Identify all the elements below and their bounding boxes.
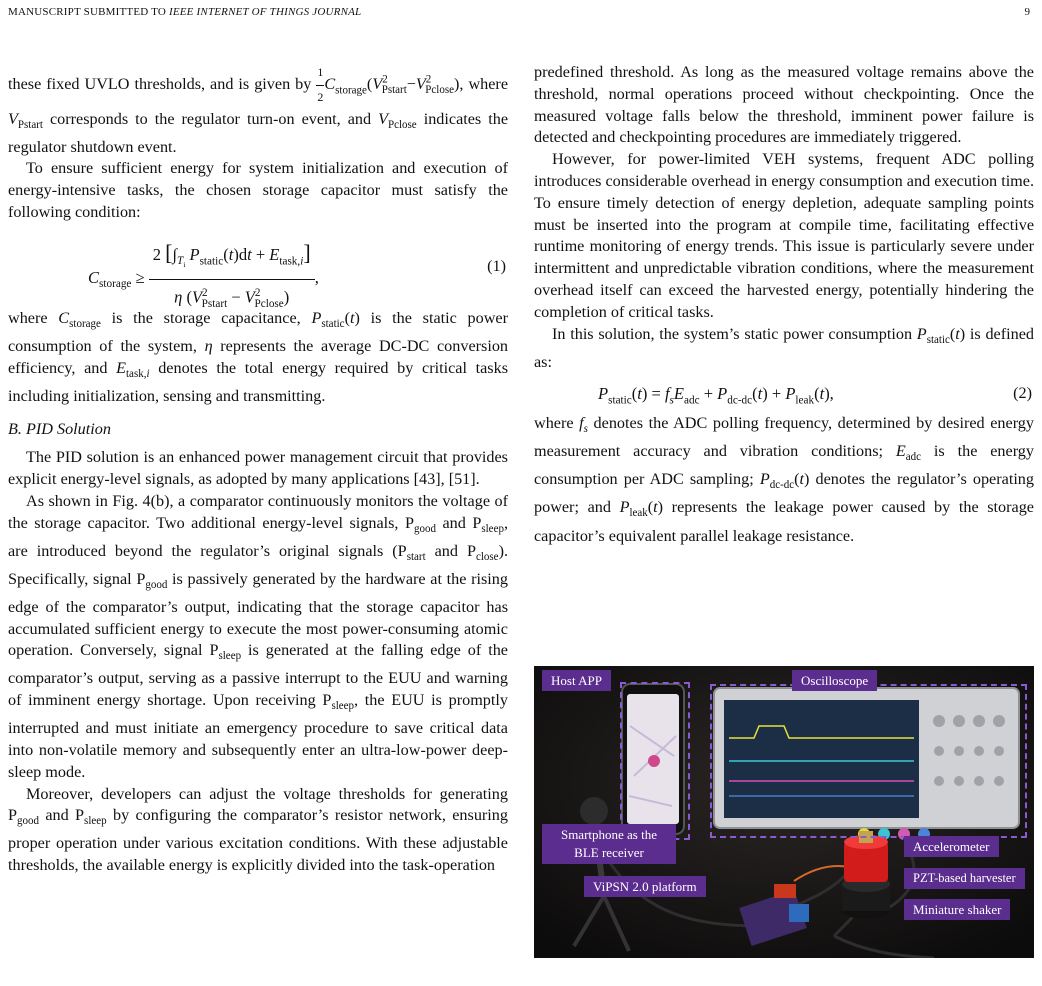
text: , are introduced beyond the regulator’s original signals ( [8, 513, 508, 560]
equation-2-formula: $P_{static}(t) = f_sE_{adc} + P_{dc-dc}(t) + P_{leak}(t)$, [598, 384, 834, 407]
equation-2-number: (2) [1013, 384, 1032, 403]
paragraph-storage-condition: To ensure sufficient energy for system initialization and execution of energy-intensive tasks, the chosen storage capacitor must satisfy the following condition: [8, 159, 508, 222]
text: represents the average DC-DC conversion efficiency, and [8, 336, 509, 377]
label-vipsn: ViPSN 2.0 platform [584, 876, 706, 897]
equation-2 [534, 377, 1034, 411]
right-column [534, 62, 1034, 547]
text: , where [459, 75, 509, 94]
text: In this solution, the system’s static power consumption [552, 324, 917, 343]
paragraph-equation-terms: where $C_{storage}$ is the storage capacitance, $P_{static}(t)$ is the static power consumption of the system, η represents the average DC-DC conversion efficiency, and $E_{task,i}$ denotes the total energy required by critical tasks including initialization, sensing and transmitting. [8, 308, 509, 405]
text: represents the leakage power caused by the storage capacitor’s equivalent parallel leakage resistance. [534, 498, 1034, 545]
text: is passively generated by the hardware at the rising edge of the comparator’s output, indicating that the storage capacitor has accumulated sufficient energy to execute the most power-consuming atomic operation. Conversely, signal [8, 569, 508, 660]
text: Moreover, developers can adjust the voltage thresholds for generating [26, 784, 508, 803]
text: indicates the regulator shutdown event. [8, 109, 509, 156]
paragraph-adc-overhead: However, for power-limited VEH systems, frequent ADC polling introduces considerable overhead in energy consumption and execution time. To ensure timely detection of energy depletion, adequate sampling points must be inserted into the program at compile time, facilitating effective runtime monitoring of energy trends. This issue is particularly severe under intermittent and unpredictable vibration conditions, where the measurement overhead itself can exceed the harvested energy, potentially hindering the completion of critical tasks. [534, 150, 1035, 321]
text: As shown in Fig. 4(b), a comparator continuously monitors the voltage of the storage capacitor. Two additional energy-level signals, [8, 491, 508, 532]
label-oscilloscope: Oscilloscope [792, 670, 877, 691]
text: and [425, 541, 467, 560]
half-fraction: $\frac{1}{2}$ [316, 62, 324, 109]
label-smartphone: Smartphone as the BLE receiver [542, 824, 676, 864]
text: where [534, 414, 580, 433]
text: is the energy consumption per ADC sampling; [534, 442, 1034, 489]
smartphone-outline [620, 682, 690, 840]
page-number: 9 [1024, 6, 1030, 18]
header-journal-name: IEEE INTERNET OF THINGS JOURNAL [168, 6, 362, 18]
paragraph-pid-comparator: As shown in Fig. 4(b), a comparator continuously monitors the voltage of the storage capacitor. Two additional energy-level signals, $P_{good}$ and $P_{sleep}$, are introduced beyond the regulator’s original signals ($P_{start}$ and $P_{close}$). Specifically, signal $P_{good}$ is passively generated by the hardware at the rising edge of the comparator’s output, indicating that the storage capacitor has accumulated sufficient energy to execute the most power-consuming atomic operation. Conversely, signal $P_{sleep}$ is generated at the falling edge of the comparator’s output, serving as a passive interrupt to the EUU and warning of imminent energy shortage. Upon receiving $P_{sleep}$, the EUU is promptly interrupted and must initiate an emergency procedure to save critical data into non-volatile memory and subsequently enter an ultra-low-power deep-sleep mode. [8, 491, 508, 781]
text: and [435, 513, 473, 532]
equation-1-number: (1) [487, 256, 506, 275]
equation-1 [8, 230, 508, 310]
text: is generated at the falling edge of the comparator’s output, serving as a passive interrupt to the EUU and warning of imminent energy shortage. Upon receiving [8, 641, 508, 710]
text: and [39, 806, 76, 825]
left-column [8, 62, 508, 877]
paragraph-uvlo: these fixed UVLO thresholds, and is given by $\frac{1}{2}$ $C_{storage}(V^2_{Pstart}-V^2_{Pclose})$, where $V_{Pstart}$ corresponds to the regulator turn-on event, and $V_{Pclose}$ indicates the regulator shutdown event. [8, 62, 508, 158]
paragraph-thresholds: Moreover, developers can adjust the voltage thresholds for generating $P_{good}$ and $P_{sleep}$ by configuring the comparator’s resistor network, ensuring proper operation under various excitation conditions. With these adjustable thresholds, the available energy is explicitly divided into the task-operation [8, 784, 508, 875]
text: is the static power consumption of the system, [8, 308, 509, 355]
text: denotes the ADC polling frequency, determined by desired energy measurement accuracy and vibration conditions; [534, 414, 1034, 461]
text: where [8, 308, 59, 327]
section-heading: B. PID Solution [8, 420, 111, 439]
equation-1-formula: $C_{storage}$ ≥ $\frac{2 [\int_{T_i} P_{static}(t)dt + E_{task,i}]}{\eta (V^2_{Pstart} - V^2_{Pclose})}$ , [88, 239, 319, 310]
running-header [8, 6, 361, 18]
label-harvester: PZT-based harvester [904, 868, 1025, 889]
label-host-app: Host APP [542, 670, 611, 691]
paragraph-pid-intro: The PID solution is an enhanced power management circuit that provides explicit energy-level signals, as adopted by many applications [43], [51]. [8, 448, 508, 489]
text: these fixed UVLO thresholds, and is given by [8, 75, 317, 94]
experimental-setup-photo [534, 666, 1034, 958]
text: corresponds to the regulator turn-on event, and [42, 109, 379, 128]
paragraph-static-power: In this solution, the system’s static power consumption $P_{static}(t)$ is defined as: [534, 324, 1035, 371]
label-shaker: Miniature shaker [904, 899, 1010, 920]
paragraph-threshold-check: predefined threshold. As long as the measured voltage remains above the threshold, normal operations proceed without checkpointing. Once the measured voltage falls below the threshold, imminent power failure is detected and checkpointing procedures are immediately triggered. [534, 63, 1034, 147]
header-journal-prefix: MANUSCRIPT SUBMITTED TO [8, 6, 169, 18]
miniature-shaker [842, 831, 890, 919]
label-accelerometer: Accelerometer [904, 836, 999, 857]
text: is defined as: [534, 324, 1035, 371]
text: is the storage capacitance, [100, 308, 312, 327]
text: denotes the total energy required by critical tasks including initialization, sensing and transmitting. [8, 358, 509, 405]
paragraph-equation-2-terms: where $f_s$ denotes the ADC polling frequency, determined by desired energy measurement accuracy and vibration conditions; $E_{adc}$ is the energy consumption per ADC sampling; $P_{dc-dc}(t)$ denotes the regulator’s operating power; and $P_{leak}(t)$ represents the leakage power caused by the storage capacitor’s equivalent parallel leakage resistance. [534, 414, 1034, 545]
text: , the EUU is promptly interrupted and must initiate an emergency procedure to save critical data into non-volatile memory and subsequently enter an ultra-low-power deep-sleep mode. [8, 691, 508, 781]
text: by configuring the comparator’s resistor network, ensuring proper operation under various excitation conditions. With these adjustable thresholds, the available energy is explicitly divided into the task-operation [8, 806, 508, 875]
oscilloscope-outline [710, 684, 1027, 838]
text: ). Specifically, signal [8, 541, 508, 588]
text: denotes the regulator’s operating power; and [534, 470, 1034, 517]
